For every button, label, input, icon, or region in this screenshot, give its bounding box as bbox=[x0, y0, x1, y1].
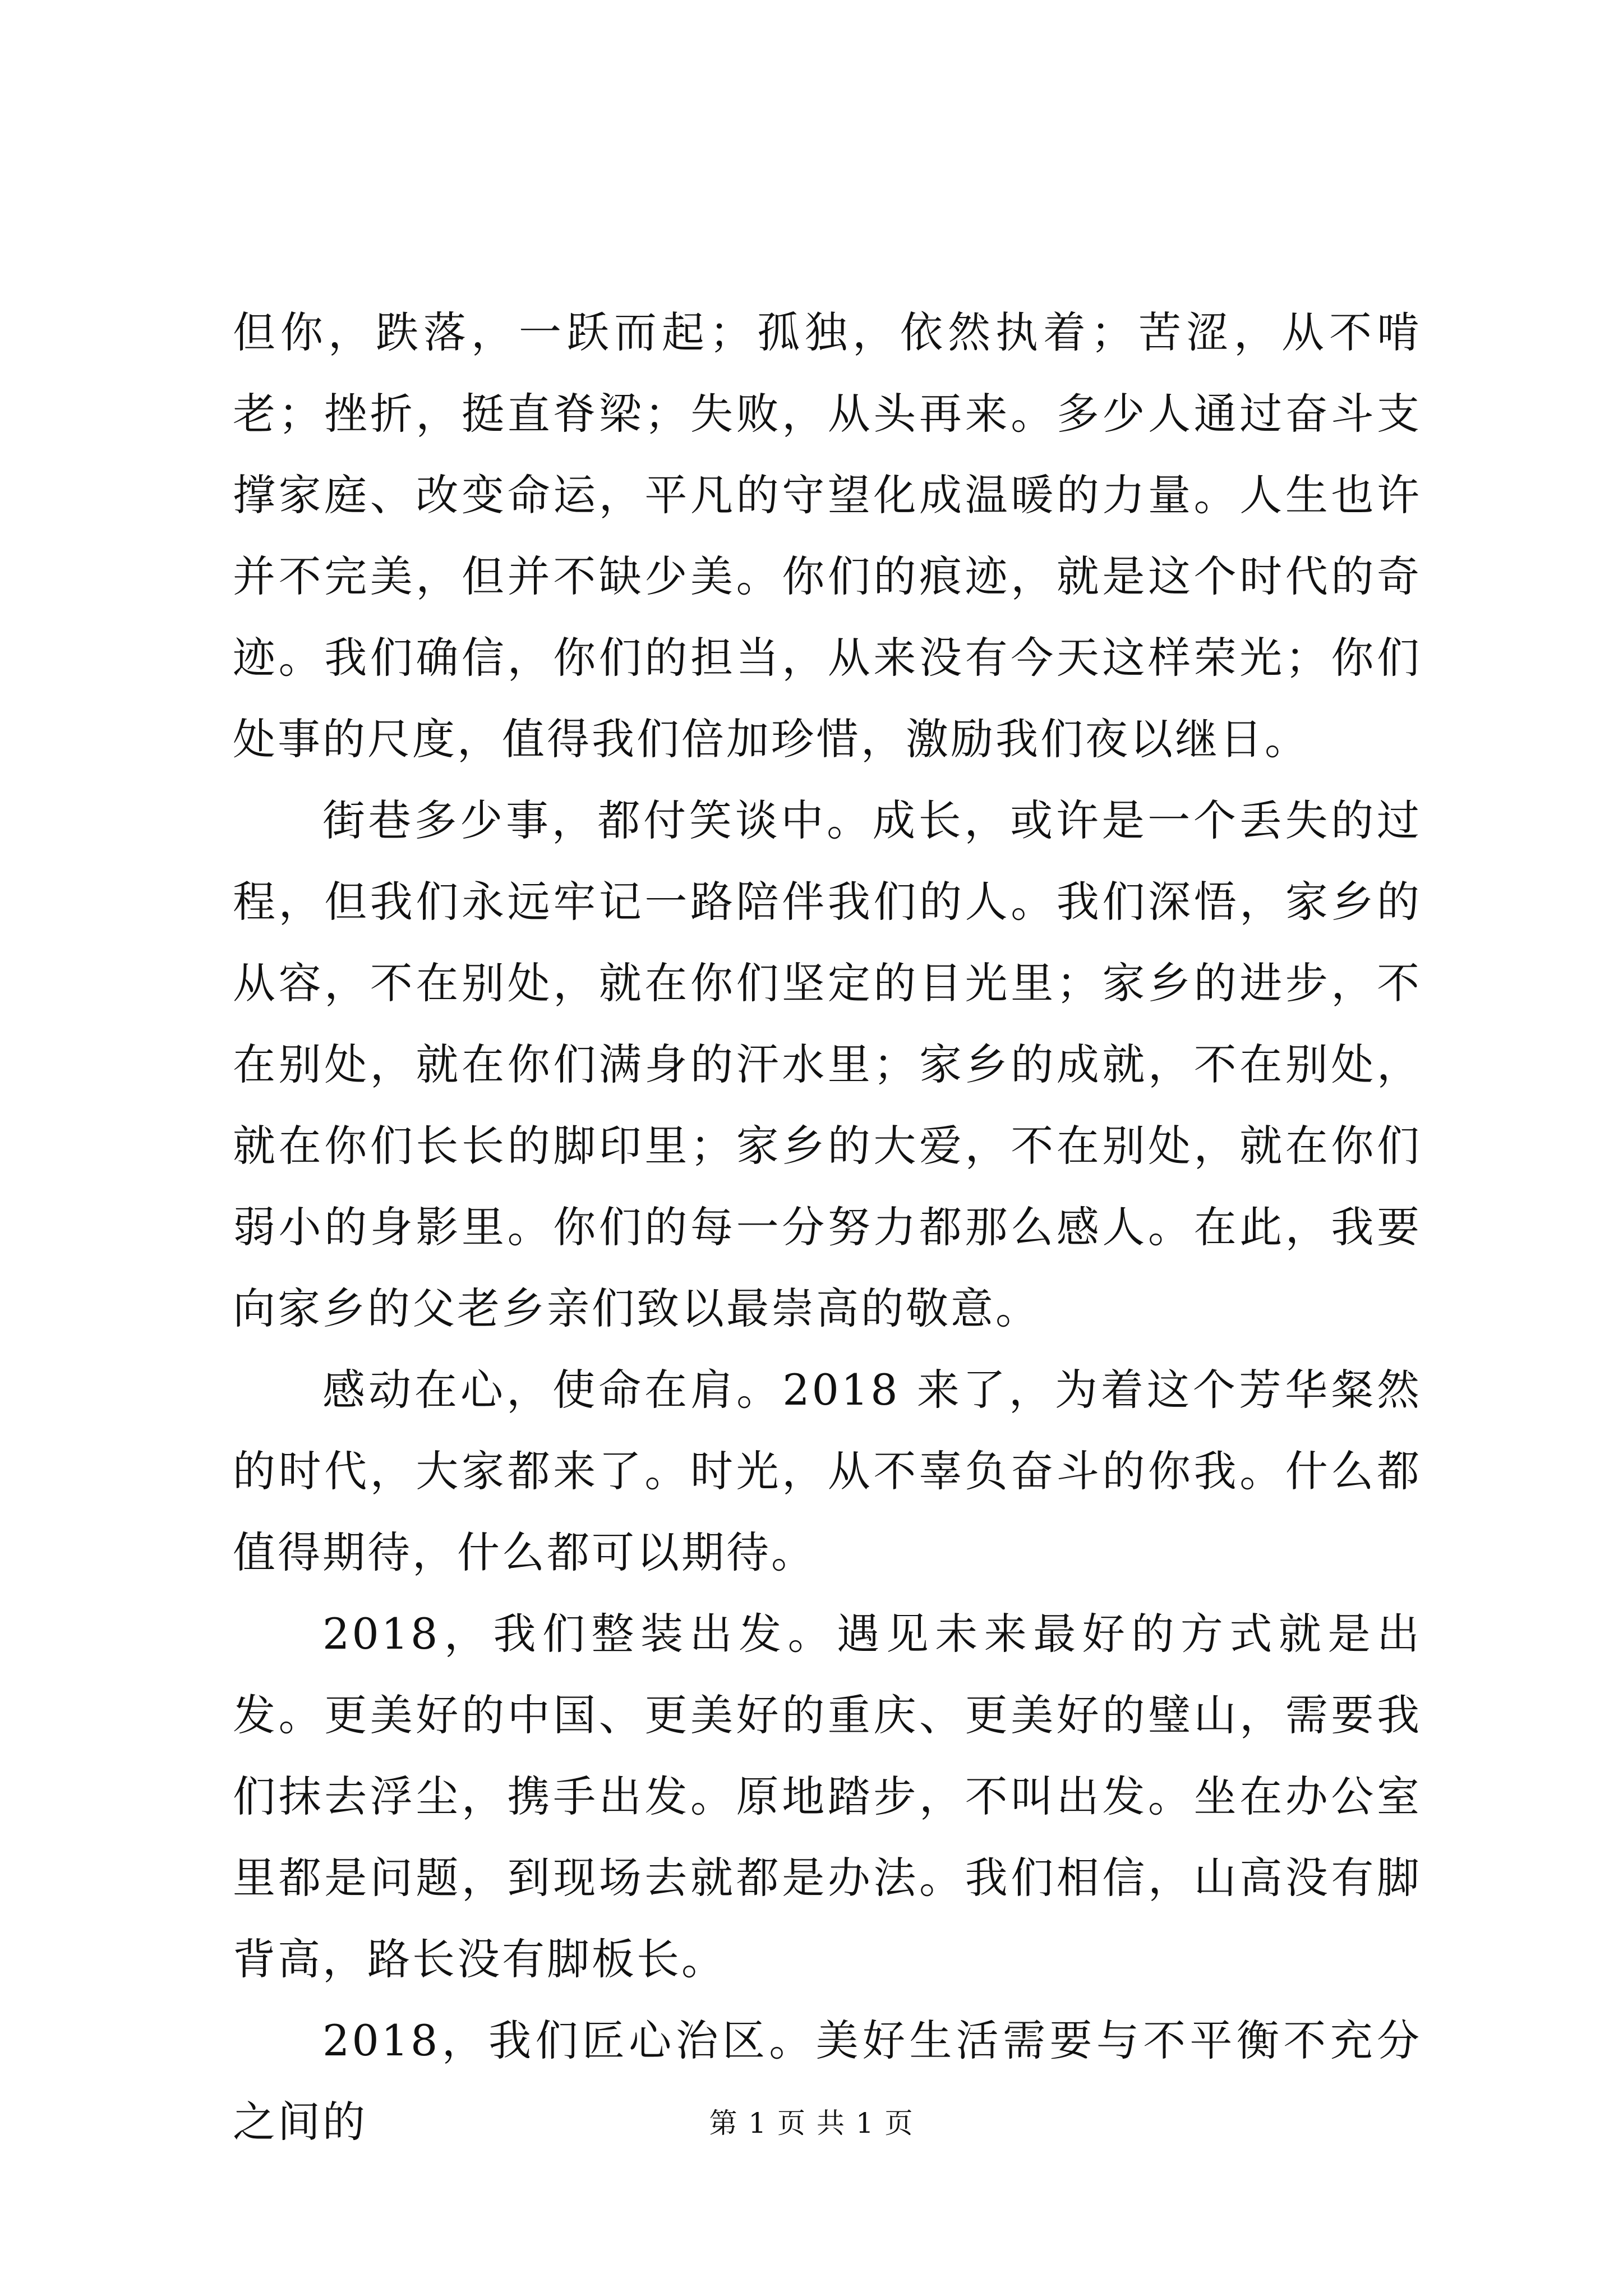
paragraph-1: 但你，跌落，一跃而起；孤独，依然执着；苦涩，从不啃老；挫折，挺直脊梁；失败，从头再来。多少人通过奋斗支撑家庭、改变命运，平凡的守望化成温暖的力量。人生也许并不完美，但并不缺少美。你们的痕迹，就是这个时代的奇迹。我们确信，你们的担当，从来没有今天这样荣光；你们处事的尺度，值得我们倍加珍惜，激励我们夜以继日。 bbox=[233, 307, 1422, 764]
paragraph-4: 2018，我们整装出发。遇见未来最好的方式就是出发。更美好的中国、更美好的重庆、更美好的璧山，需要我们抹去浮尘，携手出发。原地踏步，不叫出发。坐在办公室里都是问题，到现场去就都是办法。我们相信，山高没有脚背高，路长没有脚板长。 bbox=[233, 1609, 1422, 1984]
document-body bbox=[233, 292, 1422, 2162]
paragraph-3: 感动在心，使命在肩。2018 来了，为着这个芳华粲然的时代，大家都来了。时光，从不辜负奋斗的你我。什么都值得期待，什么都可以期待。 bbox=[233, 1365, 1422, 1577]
page-footer: 第 1 页 共 1 页 bbox=[709, 2107, 914, 2139]
paragraph-2: 街巷多少事，都付笑谈中。成长，或许是一个丢失的过程，但我们永远牢记一路陪伴我们的人。我们深悟，家乡的从容，不在别处，就在你们坚定的目光里；家乡的进步，不在别处，就在你们满身的汗水里；家乡的成就，不在别处，就在你们长长的脚印里；家乡的大爱，不在别处，就在你们弱小的身影里。你们的每一分努力都那么感人。在此，我要向家乡的父老乡亲们致以最崇高的敬意。 bbox=[233, 795, 1422, 1333]
paragraph-5: 2018，我们匠心治区。美好生活需要与不平衡不充分之间的 bbox=[233, 2016, 1422, 2147]
